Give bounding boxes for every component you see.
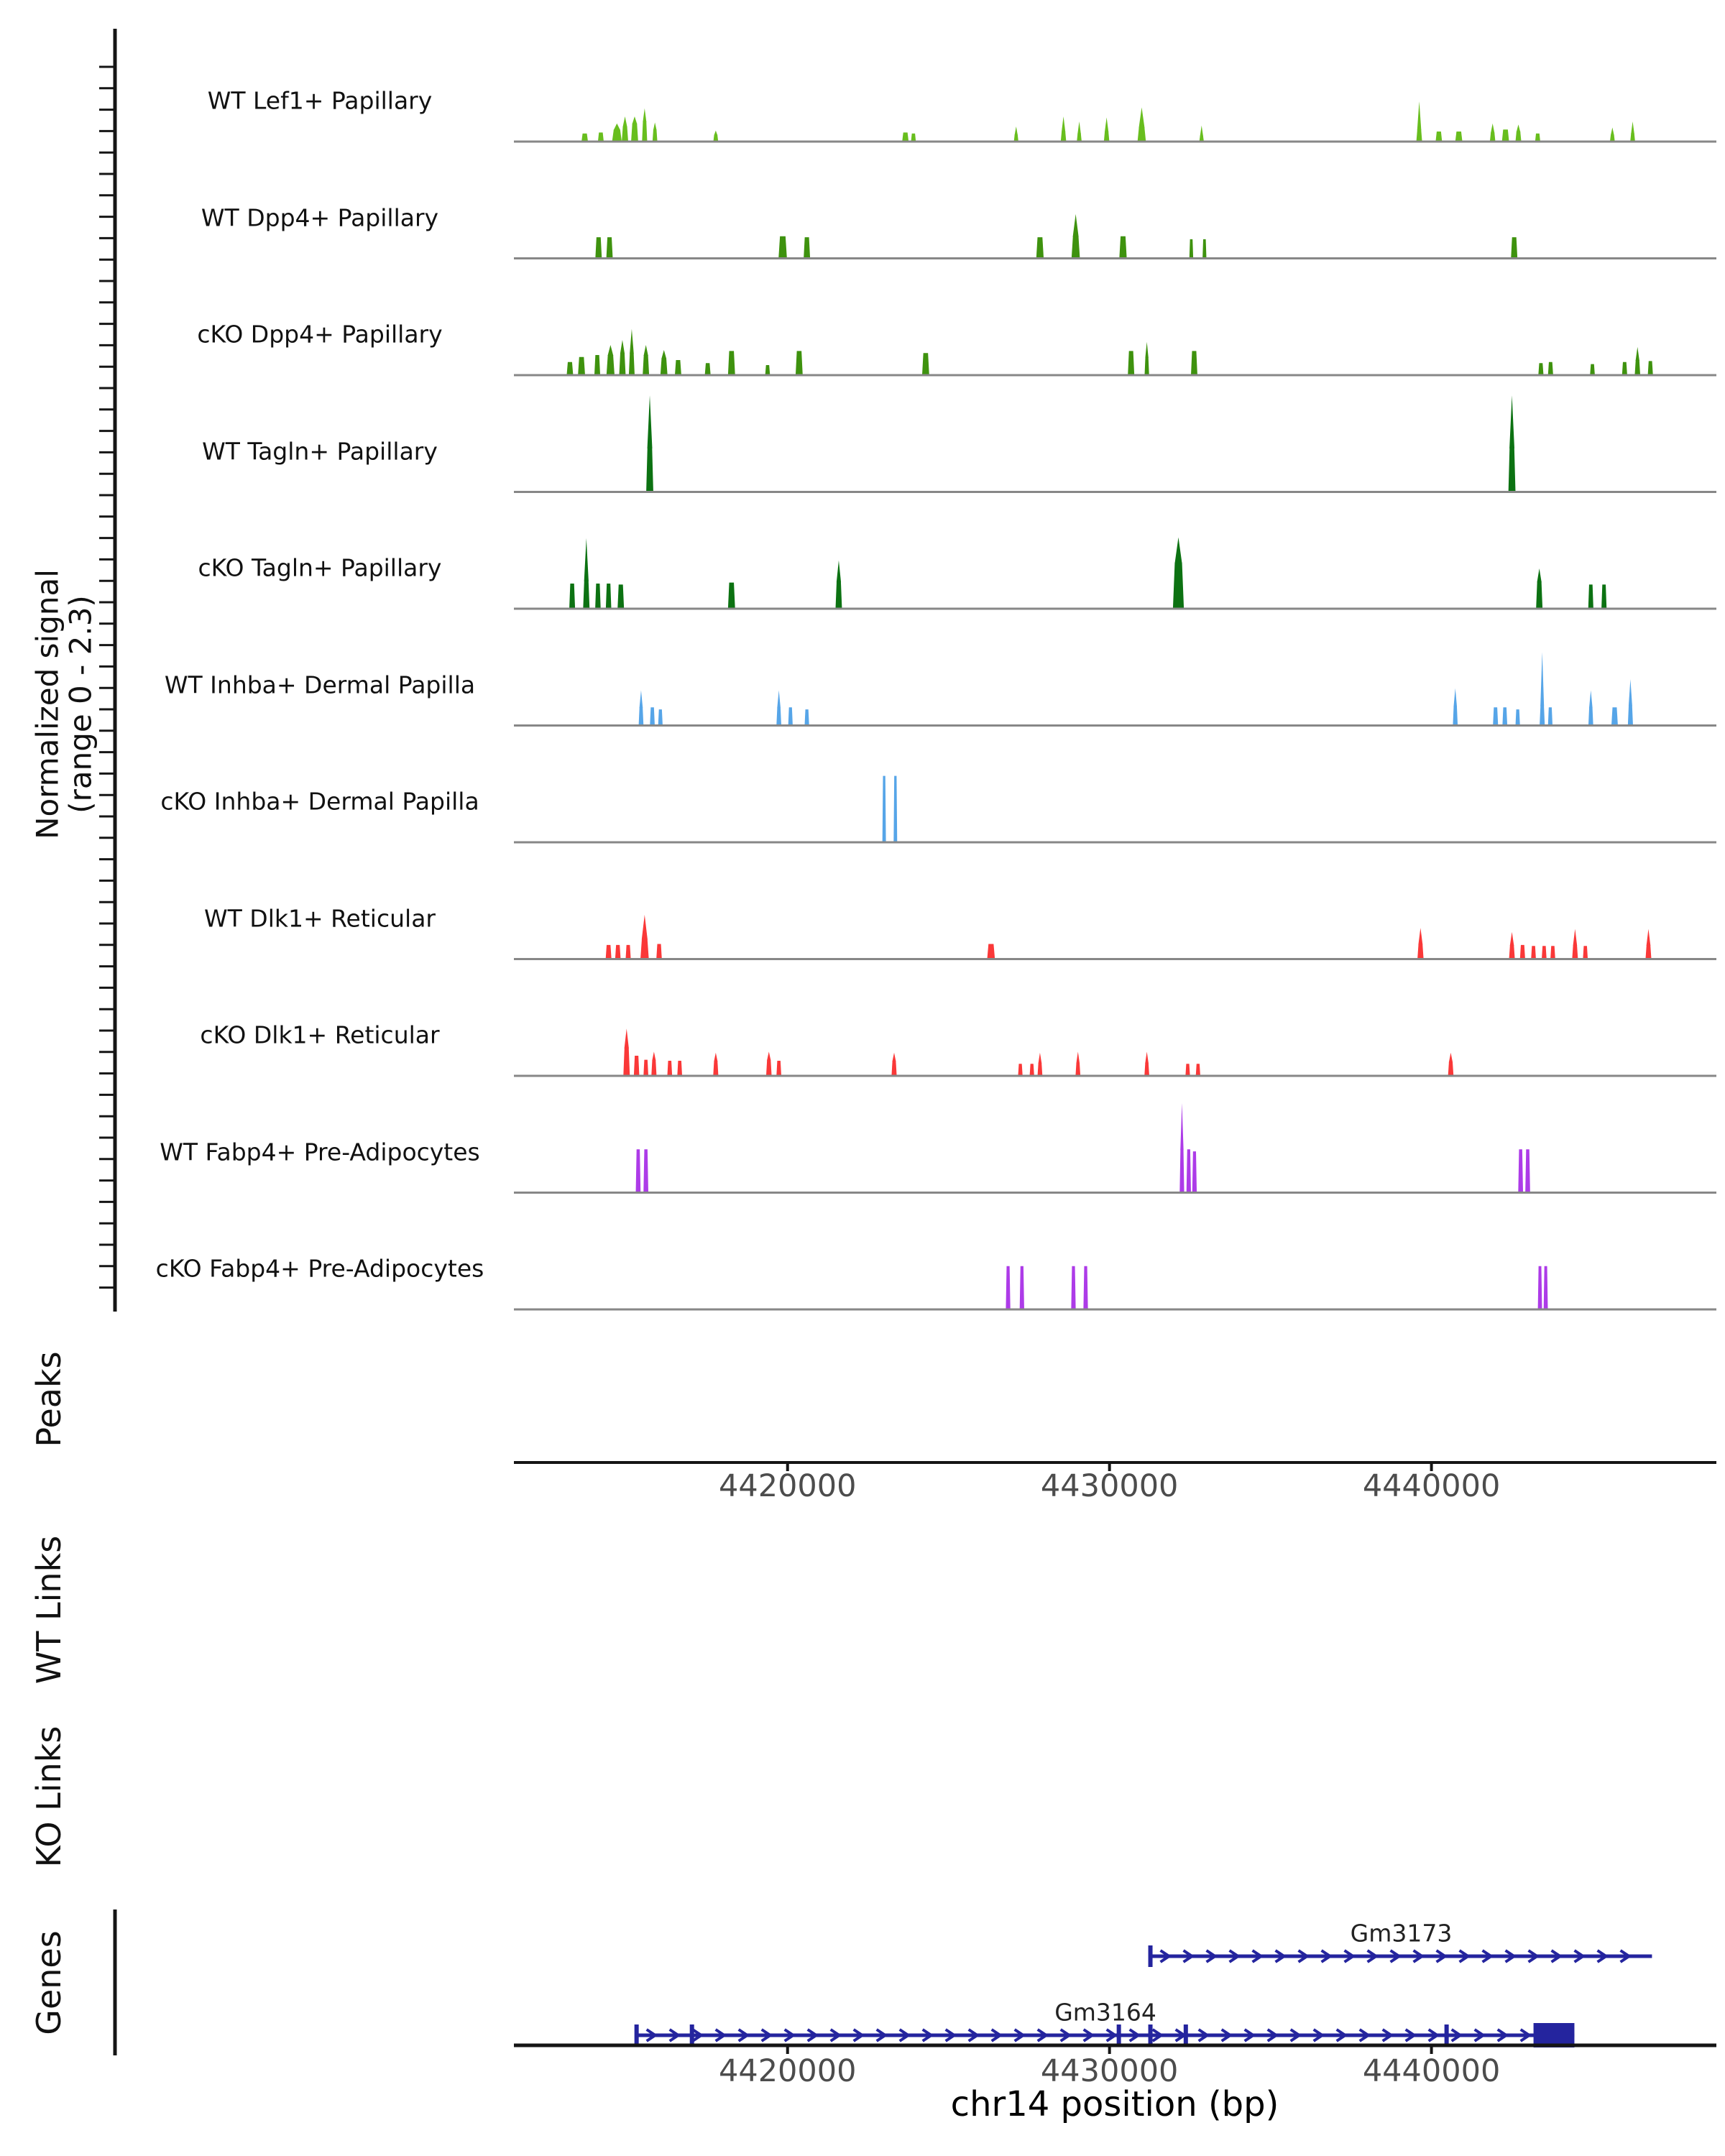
signal-peak xyxy=(1083,1266,1087,1309)
coverage-track-5 xyxy=(514,538,1716,609)
signal-peak xyxy=(651,1060,656,1076)
signal-peak xyxy=(639,707,644,725)
section-label-genes: Genes xyxy=(29,1930,68,2035)
signal-spike xyxy=(1417,101,1422,130)
coverage-track-8 xyxy=(514,915,1716,959)
signal-spike xyxy=(892,1053,896,1061)
signal-peak xyxy=(1190,239,1193,259)
signal-peak xyxy=(766,1060,772,1076)
signal-spike xyxy=(1180,1103,1183,1150)
signal-peak xyxy=(922,353,929,375)
signal-peak xyxy=(607,237,613,258)
signal-peak xyxy=(1071,1266,1075,1309)
signal-peak xyxy=(1630,134,1635,142)
signal-peak xyxy=(705,363,711,375)
signal-peak xyxy=(1601,584,1606,609)
signal-peak xyxy=(1502,707,1507,725)
signal-peak xyxy=(594,355,600,375)
signal-peak xyxy=(1583,946,1588,959)
signal-peak xyxy=(598,132,604,142)
signal-peak xyxy=(776,707,781,725)
signal-spike xyxy=(652,1051,656,1060)
signal-peak xyxy=(1572,945,1578,959)
signal-peak xyxy=(1173,563,1184,609)
signal-spike xyxy=(1631,121,1634,134)
track-label-1: WT Lef1+ Papillary xyxy=(207,86,433,115)
signal-peak xyxy=(675,360,681,375)
signal-spike xyxy=(1015,126,1018,135)
signal-peak xyxy=(583,581,589,609)
signal-peak xyxy=(776,1061,781,1076)
signal-peak xyxy=(1493,707,1498,725)
track-label-8: WT Dlk1+ Reticular xyxy=(204,904,436,932)
signal-spike xyxy=(1589,691,1593,709)
signal-peak xyxy=(1185,1064,1190,1076)
signal-peak xyxy=(667,1061,672,1076)
signal-peak xyxy=(643,1149,648,1192)
signal-spike xyxy=(1145,1051,1149,1063)
signal-spike xyxy=(1537,568,1542,582)
signal-peak xyxy=(643,355,649,375)
signal-peak xyxy=(1542,946,1547,959)
section-label-wt-links: WT Links xyxy=(29,1535,68,1685)
signal-peak xyxy=(569,584,575,609)
signal-spike xyxy=(1076,1051,1080,1063)
signal-peak xyxy=(1538,363,1543,375)
signal-peak xyxy=(661,358,668,375)
signal-peak xyxy=(1191,351,1197,375)
signal-peak xyxy=(1144,357,1149,375)
signal-peak xyxy=(1075,1063,1080,1076)
peaks-axis-tick-4440000: 4440000 xyxy=(1362,1468,1501,1504)
signal-peak xyxy=(883,776,886,842)
signal-peak xyxy=(1417,129,1422,142)
signal-peak xyxy=(653,129,658,142)
signal-peak xyxy=(1509,448,1516,492)
signal-peak xyxy=(1128,351,1134,375)
signal-peak xyxy=(615,945,621,959)
signal-peak xyxy=(728,351,735,375)
signal-peak xyxy=(1588,707,1593,725)
track-label-9: cKO Dlk1+ Reticular xyxy=(200,1021,440,1049)
signal-peak xyxy=(891,1061,896,1076)
signal-spike xyxy=(1449,1053,1453,1063)
coverage-track-2 xyxy=(514,214,1716,259)
signal-peak xyxy=(1104,132,1110,142)
signal-peak xyxy=(1525,1149,1530,1192)
signal-peak xyxy=(643,1060,648,1076)
signal-spike xyxy=(1200,126,1203,137)
signal-spike xyxy=(1510,932,1514,946)
signal-spike xyxy=(630,329,634,354)
signal-spike xyxy=(648,395,653,448)
signal-spike xyxy=(1105,117,1108,132)
signal-spike xyxy=(1611,127,1614,135)
x-axis-title: chr14 position (bp) xyxy=(950,2084,1279,2124)
signal-peak xyxy=(1611,707,1618,725)
gene-label-Gm3164: Gm3164 xyxy=(1054,1998,1156,2027)
signal-peak xyxy=(1634,360,1640,375)
signal-peak xyxy=(656,944,662,959)
signal-spike xyxy=(1418,928,1422,944)
peaks-axis-tick-4420000: 4420000 xyxy=(718,1468,857,1504)
y-axis-label-line1: Normalized signal xyxy=(29,569,65,839)
signal-peak xyxy=(1544,1266,1548,1309)
signal-spike xyxy=(767,1051,770,1060)
signal-peak xyxy=(640,939,649,959)
track-label-11: cKO Fabp4+ Pre-Adipocytes xyxy=(155,1254,484,1283)
signal-peak xyxy=(1448,1061,1454,1076)
signal-spike xyxy=(714,1053,717,1061)
track-label-3: cKO Dpp4+ Papillary xyxy=(197,320,443,349)
signal-spike xyxy=(620,340,625,354)
signal-peak xyxy=(1535,134,1540,142)
signal-spike xyxy=(614,124,620,130)
signal-spike xyxy=(1073,214,1079,237)
signal-peak xyxy=(595,584,601,609)
signal-peak xyxy=(578,357,585,375)
coverage-track-6 xyxy=(514,652,1716,725)
signal-peak xyxy=(581,134,588,142)
signal-spike xyxy=(1039,1053,1042,1064)
signal-peak xyxy=(1515,709,1519,725)
signal-peak xyxy=(1018,1064,1022,1076)
signal-peak xyxy=(788,707,793,725)
signal-peak xyxy=(629,353,635,375)
bottom-axis-tick-4440000: 4440000 xyxy=(1362,2053,1501,2089)
signal-peak xyxy=(1509,945,1515,959)
signal-peak xyxy=(1511,237,1517,258)
signal-spike xyxy=(625,1028,629,1049)
signal-peak xyxy=(622,126,628,142)
signal-peak xyxy=(778,236,787,259)
signal-spike xyxy=(1138,107,1144,128)
signal-spike xyxy=(1509,395,1514,448)
signal-peak xyxy=(1077,134,1082,142)
signal-peak xyxy=(1179,1149,1184,1192)
signal-spike xyxy=(1629,679,1632,706)
gene-label-Gm3173: Gm3173 xyxy=(1350,1919,1453,1948)
signal-spike xyxy=(1077,121,1081,134)
signal-spike xyxy=(1636,347,1639,361)
track-label-4: WT Tagln+ Papillary xyxy=(202,437,438,465)
coverage-track-3 xyxy=(514,329,1716,375)
signal-spike xyxy=(1453,688,1457,707)
signal-peak xyxy=(1588,584,1593,609)
signal-peak xyxy=(987,944,995,959)
coverage-track-1 xyxy=(514,101,1716,142)
signal-spike xyxy=(777,691,781,709)
signal-spike xyxy=(1647,929,1651,946)
y-axis-label-line2: (range 0 - 2.3) xyxy=(63,595,98,814)
signal-peak xyxy=(1453,706,1458,726)
signal-spike xyxy=(640,691,643,709)
signal-spike xyxy=(632,116,638,124)
signal-peak xyxy=(625,945,630,959)
signal-spike xyxy=(607,345,613,356)
signal-spike xyxy=(1517,124,1521,132)
signal-peak xyxy=(1540,706,1545,726)
signal-peak xyxy=(1196,1064,1200,1076)
track-label-10: WT Fabp4+ Pre-Adipocytes xyxy=(160,1138,480,1166)
signal-peak xyxy=(1030,1064,1034,1076)
signal-peak xyxy=(1020,1266,1024,1309)
signal-peak xyxy=(566,362,573,375)
signal-peak xyxy=(1531,946,1536,959)
section-label-ko-links: KO Links xyxy=(29,1726,68,1868)
signal-peak xyxy=(658,709,663,725)
signal-peak xyxy=(595,237,602,258)
signal-spike xyxy=(1145,342,1148,358)
signal-peak xyxy=(1417,944,1424,959)
signal-spike xyxy=(837,561,841,582)
signal-spike xyxy=(642,915,648,940)
signal-peak xyxy=(1144,1063,1149,1076)
signal-peak xyxy=(1550,946,1555,959)
signal-peak xyxy=(796,351,803,375)
signal-spike xyxy=(714,131,717,136)
coverage-track-11 xyxy=(514,1266,1716,1309)
signal-peak xyxy=(1538,1266,1542,1309)
signal-peak xyxy=(1520,945,1525,959)
bottom-axis-tick-4420000: 4420000 xyxy=(718,2053,857,2089)
gene-model-Gm3173 xyxy=(1151,1945,1652,1967)
signal-peak xyxy=(612,129,622,142)
signal-peak xyxy=(1138,127,1146,142)
signal-spike xyxy=(1540,652,1544,706)
section-label-peaks: Peaks xyxy=(29,1351,68,1447)
signal-peak xyxy=(1435,132,1442,142)
signal-peak xyxy=(902,132,908,142)
signal-peak xyxy=(1548,707,1552,725)
signal-spike xyxy=(622,116,627,127)
signal-peak xyxy=(619,353,625,375)
signal-peak xyxy=(1518,1149,1523,1192)
signal-peak xyxy=(646,448,653,492)
signal-peak xyxy=(1006,1266,1010,1309)
signal-peak xyxy=(1648,361,1653,375)
coverage-track-9 xyxy=(514,1028,1716,1076)
signal-spike xyxy=(661,350,666,359)
signal-peak xyxy=(1536,581,1542,609)
signal-peak xyxy=(642,121,647,142)
signal-peak xyxy=(713,1061,718,1076)
signal-peak xyxy=(617,584,624,609)
signal-spike xyxy=(1175,538,1182,563)
signal-peak xyxy=(1622,362,1627,375)
signal-peak xyxy=(1455,132,1463,142)
signal-peak xyxy=(911,134,916,142)
signal-spike xyxy=(1573,929,1578,946)
signal-spike xyxy=(644,345,648,356)
signal-peak xyxy=(1490,132,1496,142)
track-label-7: cKO Inhba+ Dermal Papilla xyxy=(160,787,479,816)
signal-peak xyxy=(804,237,810,258)
signal-peak xyxy=(1645,945,1651,959)
signal-peak xyxy=(1515,132,1521,142)
signal-peak xyxy=(1628,706,1633,726)
signal-y-axis xyxy=(99,29,115,1312)
signal-peak xyxy=(1187,1149,1191,1192)
signal-peak xyxy=(631,124,638,142)
coverage-track-4 xyxy=(514,395,1716,492)
signal-peak xyxy=(1202,239,1206,259)
signal-peak xyxy=(765,365,770,375)
signal-peak xyxy=(1502,129,1509,142)
signal-spike xyxy=(1491,124,1494,134)
signal-peak xyxy=(1072,236,1080,259)
track-label-2: WT Dpp4+ Papillary xyxy=(201,203,439,231)
signal-peak xyxy=(1036,237,1044,258)
coverage-track-10 xyxy=(514,1103,1716,1193)
signal-peak xyxy=(677,1061,682,1076)
coverage-track-7 xyxy=(514,776,1716,842)
signal-peak xyxy=(893,776,897,842)
signal-spike xyxy=(1062,116,1065,132)
signal-peak xyxy=(835,581,842,609)
signal-peak xyxy=(1548,362,1553,375)
signal-peak xyxy=(1590,364,1595,375)
signal-peak xyxy=(607,355,615,375)
signal-spike xyxy=(653,122,657,130)
signal-peak xyxy=(728,583,735,609)
signal-peak xyxy=(1038,1063,1043,1076)
track-label-5: cKO Tagln+ Papillary xyxy=(198,553,442,582)
signal-peak xyxy=(606,584,612,609)
signal-peak xyxy=(804,709,809,725)
signal-spike xyxy=(643,109,646,122)
peaks-axis-tick-4430000: 4430000 xyxy=(1040,1468,1179,1504)
signal-peak xyxy=(650,707,655,725)
signal-peak xyxy=(623,1048,630,1076)
signal-peak xyxy=(1192,1151,1197,1192)
signal-peak xyxy=(634,1056,640,1076)
track-label-6: WT Inhba+ Dermal Papilla xyxy=(164,671,476,699)
signal-peak xyxy=(1119,236,1126,259)
signal-spike xyxy=(584,538,589,581)
signal-peak xyxy=(1061,132,1067,142)
signal-peak xyxy=(606,945,612,959)
signal-peak xyxy=(636,1149,641,1192)
bottom-axis-tick-4430000: 4430000 xyxy=(1040,2053,1179,2089)
